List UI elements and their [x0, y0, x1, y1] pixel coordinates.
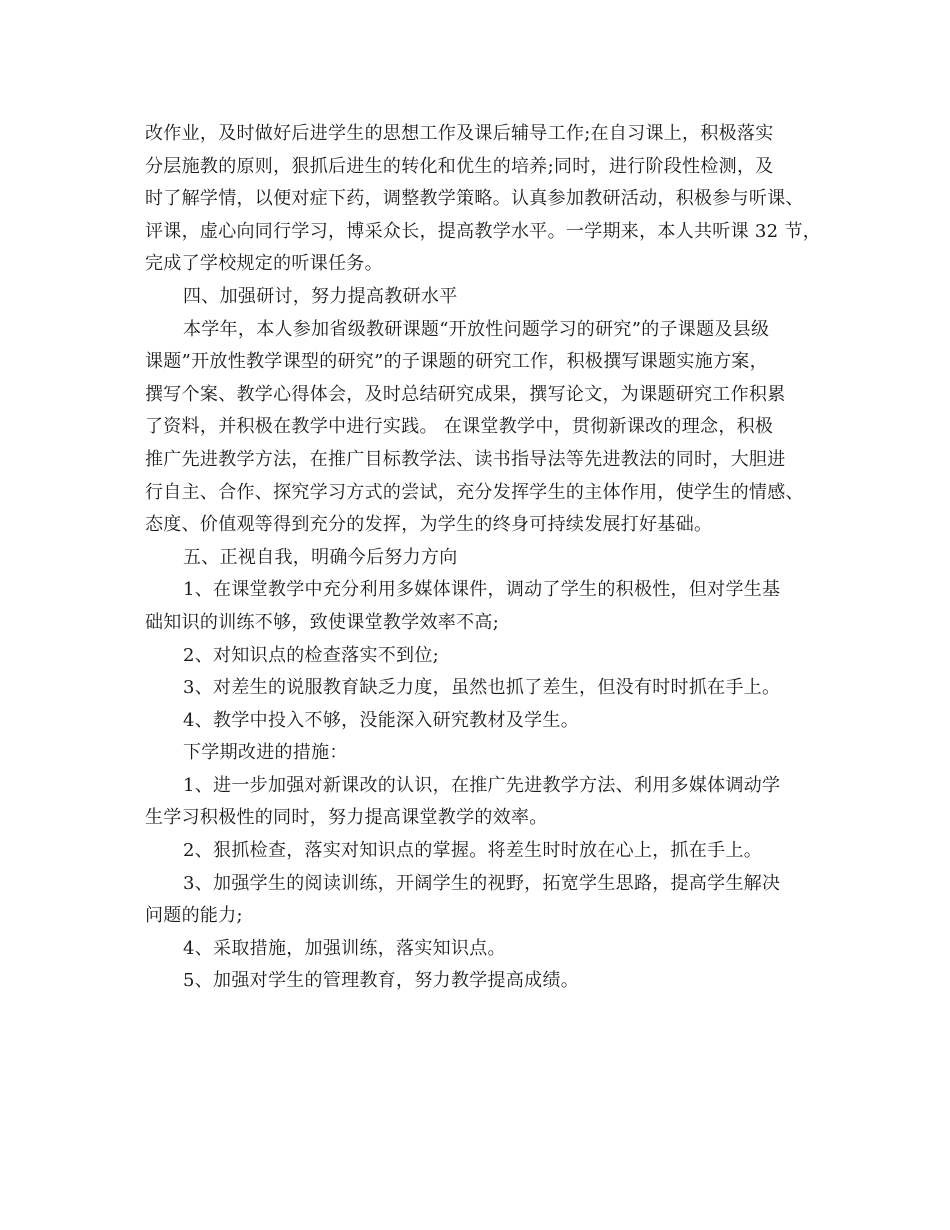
- text-line: 4、采取措施，加强训练，落实知识点。: [183, 937, 506, 959]
- text-line: 五、正视自我，明确今后努力方向: [183, 546, 458, 568]
- text-line: 2、狠抓检查，落实对知识点的掌握。将差生时时放在心上，抓在手上。: [183, 840, 763, 862]
- text-line: 分层施教的原则，狠抓后进生的转化和优生的培养;同时，进行阶段性检测，及: [145, 155, 774, 177]
- text-line: 础知识的训练不够，致使课堂教学效率不高;: [145, 611, 500, 633]
- text-line: 改作业，及时做好后进学生的思想工作及课后辅导工作;在自习课上，积极落实: [145, 123, 774, 144]
- text-line: 1、进一步加强对新课改的认识，在推广先进教学方法、利用多媒体调动学: [183, 774, 781, 796]
- text-line: 四、加强研讨，努力提高教研水平: [183, 285, 458, 307]
- text-line: 态度、价值观等得到充分的发挥，为学生的终身可持续发展打好基础。: [145, 514, 713, 536]
- text-line: 推广先进教学方法，在推广目标教学法、读书指导法等先进教法的同时，大胆进: [145, 448, 786, 470]
- text-line: 下学期改进的措施：: [183, 742, 348, 764]
- document-body: [145, 118, 825, 998]
- text-line: 3、对差生的说服教育缺乏力度，虽然也抓了差生，但没有时时抓在手上。: [183, 677, 781, 699]
- text-line: 2、对知识点的检查落实不到位;: [183, 644, 440, 666]
- text-line: 时了解学情，以便对症下药，调整教学策略。认真参加教研活动，积极参与听课、: [145, 188, 804, 210]
- text-line: 完成了学校规定的听课任务。: [145, 253, 383, 275]
- text-line: 课题”开放性教学课型的研究”的子课题的研究工作，积极撰写课题实施方案，: [145, 351, 768, 373]
- text-line: 1、在课堂教学中充分利用多媒体课件，调动了学生的积极性，但对学生基: [183, 579, 781, 601]
- text-line: 5、加强对学生的管理教育，努力教学提高成绩。: [183, 970, 580, 992]
- text-line: 本学年，本人参加省级教研课题“开放性问题学习的研究”的子课题及县级: [183, 318, 770, 340]
- text-line: 了资料，并积极在教学中进行实践。 在课堂教学中，贯彻新课改的理念，积极: [145, 416, 774, 438]
- text-line: 撰写个案、教学心得体会，及时总结研究成果，撰写论文，为课题研究工作积累: [145, 383, 786, 405]
- text-line: 生学习积极性的同时，努力提高课堂教学的效率。: [145, 807, 548, 829]
- text-line: 行自主、合作、探究学习方式的尝试，充分发挥学生的主体作用，使学生的情感、: [145, 481, 804, 503]
- text-line: 3、加强学生的阅读训练，开阔学生的视野，拓宽学生思路，提高学生解决: [183, 872, 781, 894]
- text-line: 4、教学中投入不够，没能深入研究教材及学生。: [183, 709, 580, 731]
- text-line: 评课，虚心向同行学习，博采众长，提高教学水平。一学期来，本人共听课 32 节，: [145, 220, 822, 242]
- text-line: 问题的能力;: [145, 905, 243, 927]
